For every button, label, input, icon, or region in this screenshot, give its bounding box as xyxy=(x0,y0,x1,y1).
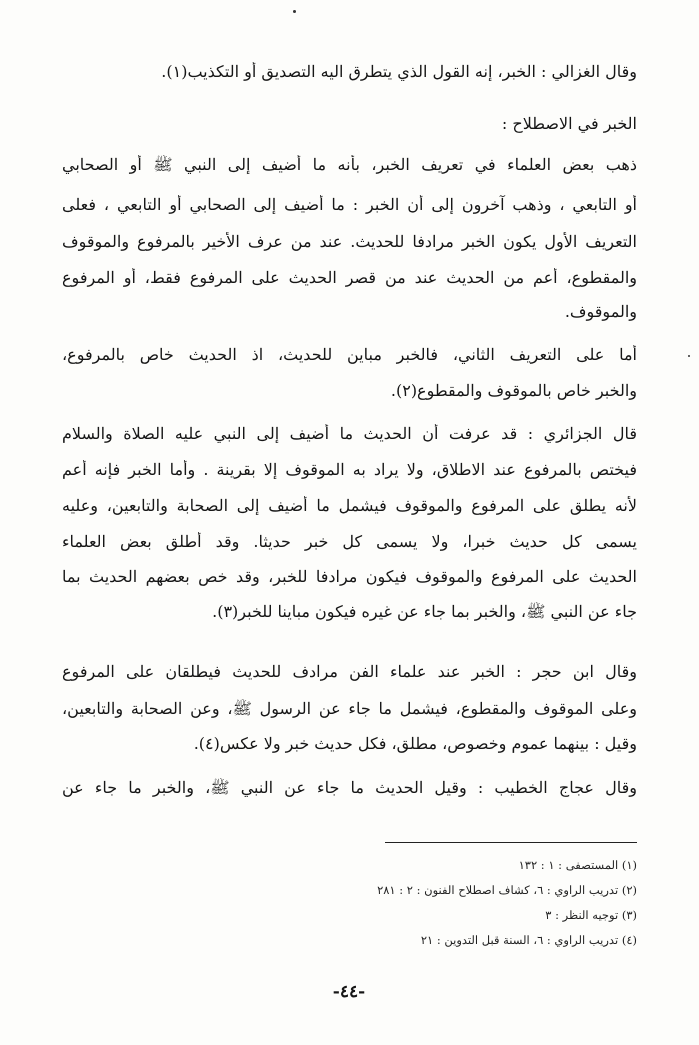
paragraph-line: فيختص بالمرفوع عند الاطلاق، ولا يراد به الموقوف إلا بقرينة . وأما الخبر فإنه أعم xyxy=(62,460,637,479)
footnote: (٣) توجيه النظر : ٣ xyxy=(545,908,637,922)
footnote: (٤) تدريب الراوي : ٦، السنة قبل التدوين : ٢١ xyxy=(420,933,637,947)
paragraph-line: والخبر خاص بالموقوف والمقطوع(٢). xyxy=(390,381,637,400)
paragraph-line: التعريف الأول يكون الخبر مرادفا للحديث. عند من عرف الأخير بالمرفوع والموقوف xyxy=(62,232,637,251)
footnote: (١) المستصفى : ١ : ١٣٢ xyxy=(518,858,637,872)
scan-speck xyxy=(293,10,296,13)
paragraph-line: أما على التعريف الثاني، فالخبر مباين للحديث، اذ الحديث خاص بالمرفوع، xyxy=(62,345,637,364)
paragraph-line: قال الجزائري : قد عرفت أن الحديث ما أضيف إلى النبي عليه الصلاة والسلام xyxy=(62,424,637,443)
footnote-divider xyxy=(385,842,637,843)
paragraph-line: وقال ابن حجر : الخبر عند علماء الفن مرادف للحديث فيطلقان على المرفوع xyxy=(62,662,637,681)
paragraph-line: أو التابعي ، وذهب آخرون إلى أن الخبر : ما أضيف إلى الصحابي أو التابعي ، فعلى xyxy=(62,195,637,214)
paragraph-line: وقال عجاج الخطيب : وقيل الحديث ما جاء عن النبي ﷺ، والخبر ما جاء عن xyxy=(62,778,637,797)
paragraph-line: لأنه يطلق على المرفوع والموقوف فيشمل ما أضيف إلى الصحابة والتابعين، وعليه xyxy=(62,496,637,515)
paragraph-line: يسمى كل حديث خبرا، ولا يسمى كل خبر حديثا. وقد أطلق بعض العلماء xyxy=(62,532,637,551)
paragraph-line: وقيل : بينهما عموم وخصوص، مطلق، فكل حديث خبر ولا عكس(٤). xyxy=(193,734,637,753)
paragraph-line: والمقطوع، أعم من الحديث عند من قصر الحديث على المرفوع فقط، أو المرفوع xyxy=(62,268,637,287)
paragraph-line: الحديث على المرفوع والموقوف فيكون مرادفا للخبر، وقد خص بعضهم الحديث بما xyxy=(62,567,637,586)
page-number: -٤٤- xyxy=(332,982,366,1002)
section-heading: الخبر في الاصطلاح : xyxy=(501,114,637,133)
paragraph-line: ذهب بعض العلماء في تعريف الخبر، بأنه ما أضيف إلى النبي ﷺ أو الصحابي xyxy=(62,155,637,174)
paragraph-line: وعلى الموقوف والمقطوع، فيشمل ما جاء عن الرسول ﷺ، وعن الصحابة والتابعين، xyxy=(62,699,637,718)
paragraph-line: جاء عن النبي ﷺ، والخبر بما جاء عن غيره فيكون مباينا للخبر(٣). xyxy=(212,602,637,621)
paragraph-line: وقال الغزالي : الخبر، إنه القول الذي يتطرق اليه التصديق أو التكذيب(١). xyxy=(161,62,637,81)
footnote: (٢) تدريب الراوي : ٦، كشاف اصطلاح الفنون : ٢ : ٢٨١ xyxy=(377,883,637,897)
paragraph-line: والموقوف. xyxy=(564,302,637,321)
scan-speck xyxy=(688,355,690,357)
